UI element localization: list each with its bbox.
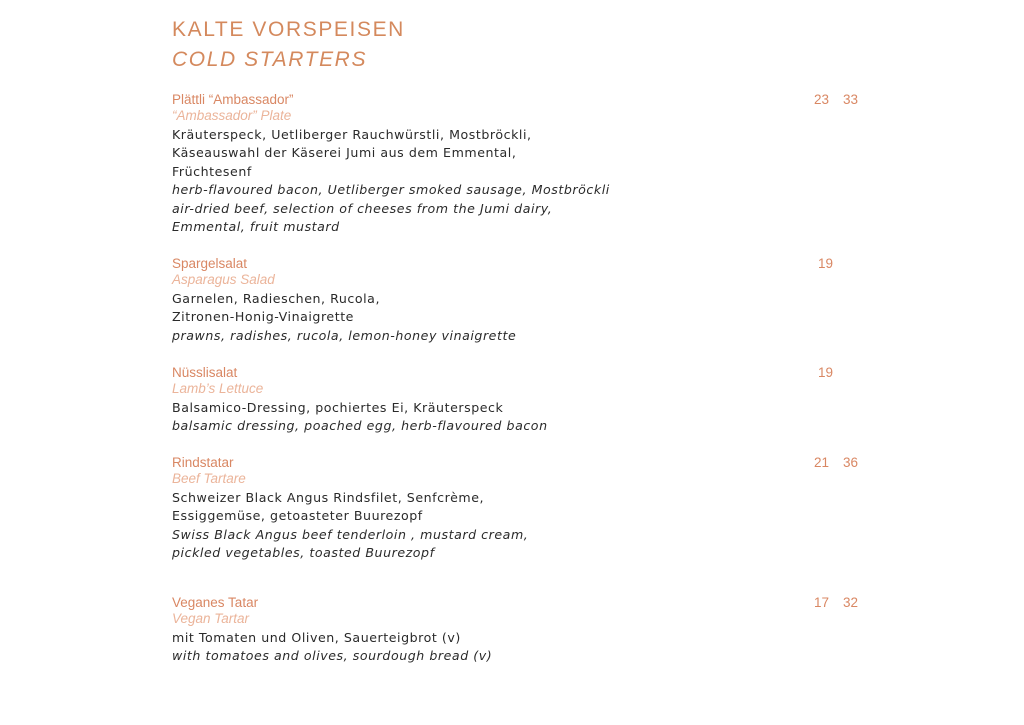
item-name-english: “Ambassador” Plate: [172, 108, 292, 123]
section-title-english: COLD STARTERS: [172, 48, 368, 71]
item-description-line-english: Emmental, fruit mustard: [172, 219, 340, 235]
menu-item-nuesslisalat: [172, 364, 872, 436]
item-description-line-english: balsamic dressing, poached egg, herb-flavoured bacon: [172, 418, 548, 434]
price-large: 33: [843, 92, 859, 107]
price-small: 23: [814, 92, 830, 107]
item-name-german: Nüsslisalat: [172, 365, 238, 380]
menu-item-veganes-tatar: [172, 594, 872, 666]
item-description-line: Garnelen, Radieschen, Rucola,: [172, 291, 380, 306]
item-name-english: Beef Tartare: [172, 471, 246, 486]
item-description-line-english: Swiss Black Angus beef tenderloin , mustard cream,: [172, 526, 529, 542]
item-description-line: Balsamico-Dressing, pochiertes Ei, Kräuterspeck: [172, 400, 504, 415]
price-large: 36: [843, 455, 859, 470]
item-description-line: Früchtesenf: [172, 163, 252, 179]
section-title-german: KALTE VORSPEISEN: [172, 18, 405, 41]
price-small: 21: [814, 455, 830, 470]
price-large: 32: [843, 595, 859, 610]
item-description-line-english: with tomatoes and olives, sourdough bread (v): [172, 648, 493, 664]
item-description-line: Schweizer Black Angus Rindsfilet, Senfcrème,: [172, 490, 485, 505]
item-description-line-english: air-dried beef, selection of cheeses from the Jumi dairy,: [172, 200, 553, 216]
menu-item-spargelsalat: [172, 255, 872, 345]
price: 19: [818, 365, 834, 380]
item-name-german: Veganes Tatar: [172, 595, 259, 610]
item-description-line: Käseauswahl der Käserei Jumi aus dem Emmental,: [172, 145, 517, 161]
menu-item-plaettli: [172, 91, 872, 236]
price-small: 17: [814, 595, 830, 610]
item-name-german: Spargelsalat: [172, 256, 248, 271]
item-name-german: Plättli “Ambassador”: [172, 92, 294, 107]
item-name-english: Vegan Tartar: [172, 611, 250, 626]
item-description-line: Kräuterspeck, Uetliberger Rauchwürstli, Mostbröckli,: [172, 127, 532, 142]
item-description-line: Zitronen-Honig-Vinaigrette: [172, 309, 354, 325]
item-description-line-english: prawns, radishes, rucola, lemon-honey vinaigrette: [172, 327, 517, 343]
item-description-line-english: pickled vegetables, toasted Buurezopf: [172, 545, 435, 561]
item-description-line: Essiggemüse, getoasteter Buurezopf: [172, 508, 423, 524]
item-description-line: mit Tomaten und Oliven, Sauerteigbrot (v): [172, 630, 461, 645]
price: 19: [818, 256, 834, 271]
menu-item-rindstatar: [172, 454, 872, 563]
item-name-english: Lamb’s Lettuce: [172, 381, 264, 396]
item-description-line-english: herb-flavoured bacon, Uetliberger smoked sausage, Mostbröckli: [172, 182, 610, 198]
item-name-english: Asparagus Salad: [172, 272, 275, 287]
item-name-german: Rindstatar: [172, 455, 234, 470]
